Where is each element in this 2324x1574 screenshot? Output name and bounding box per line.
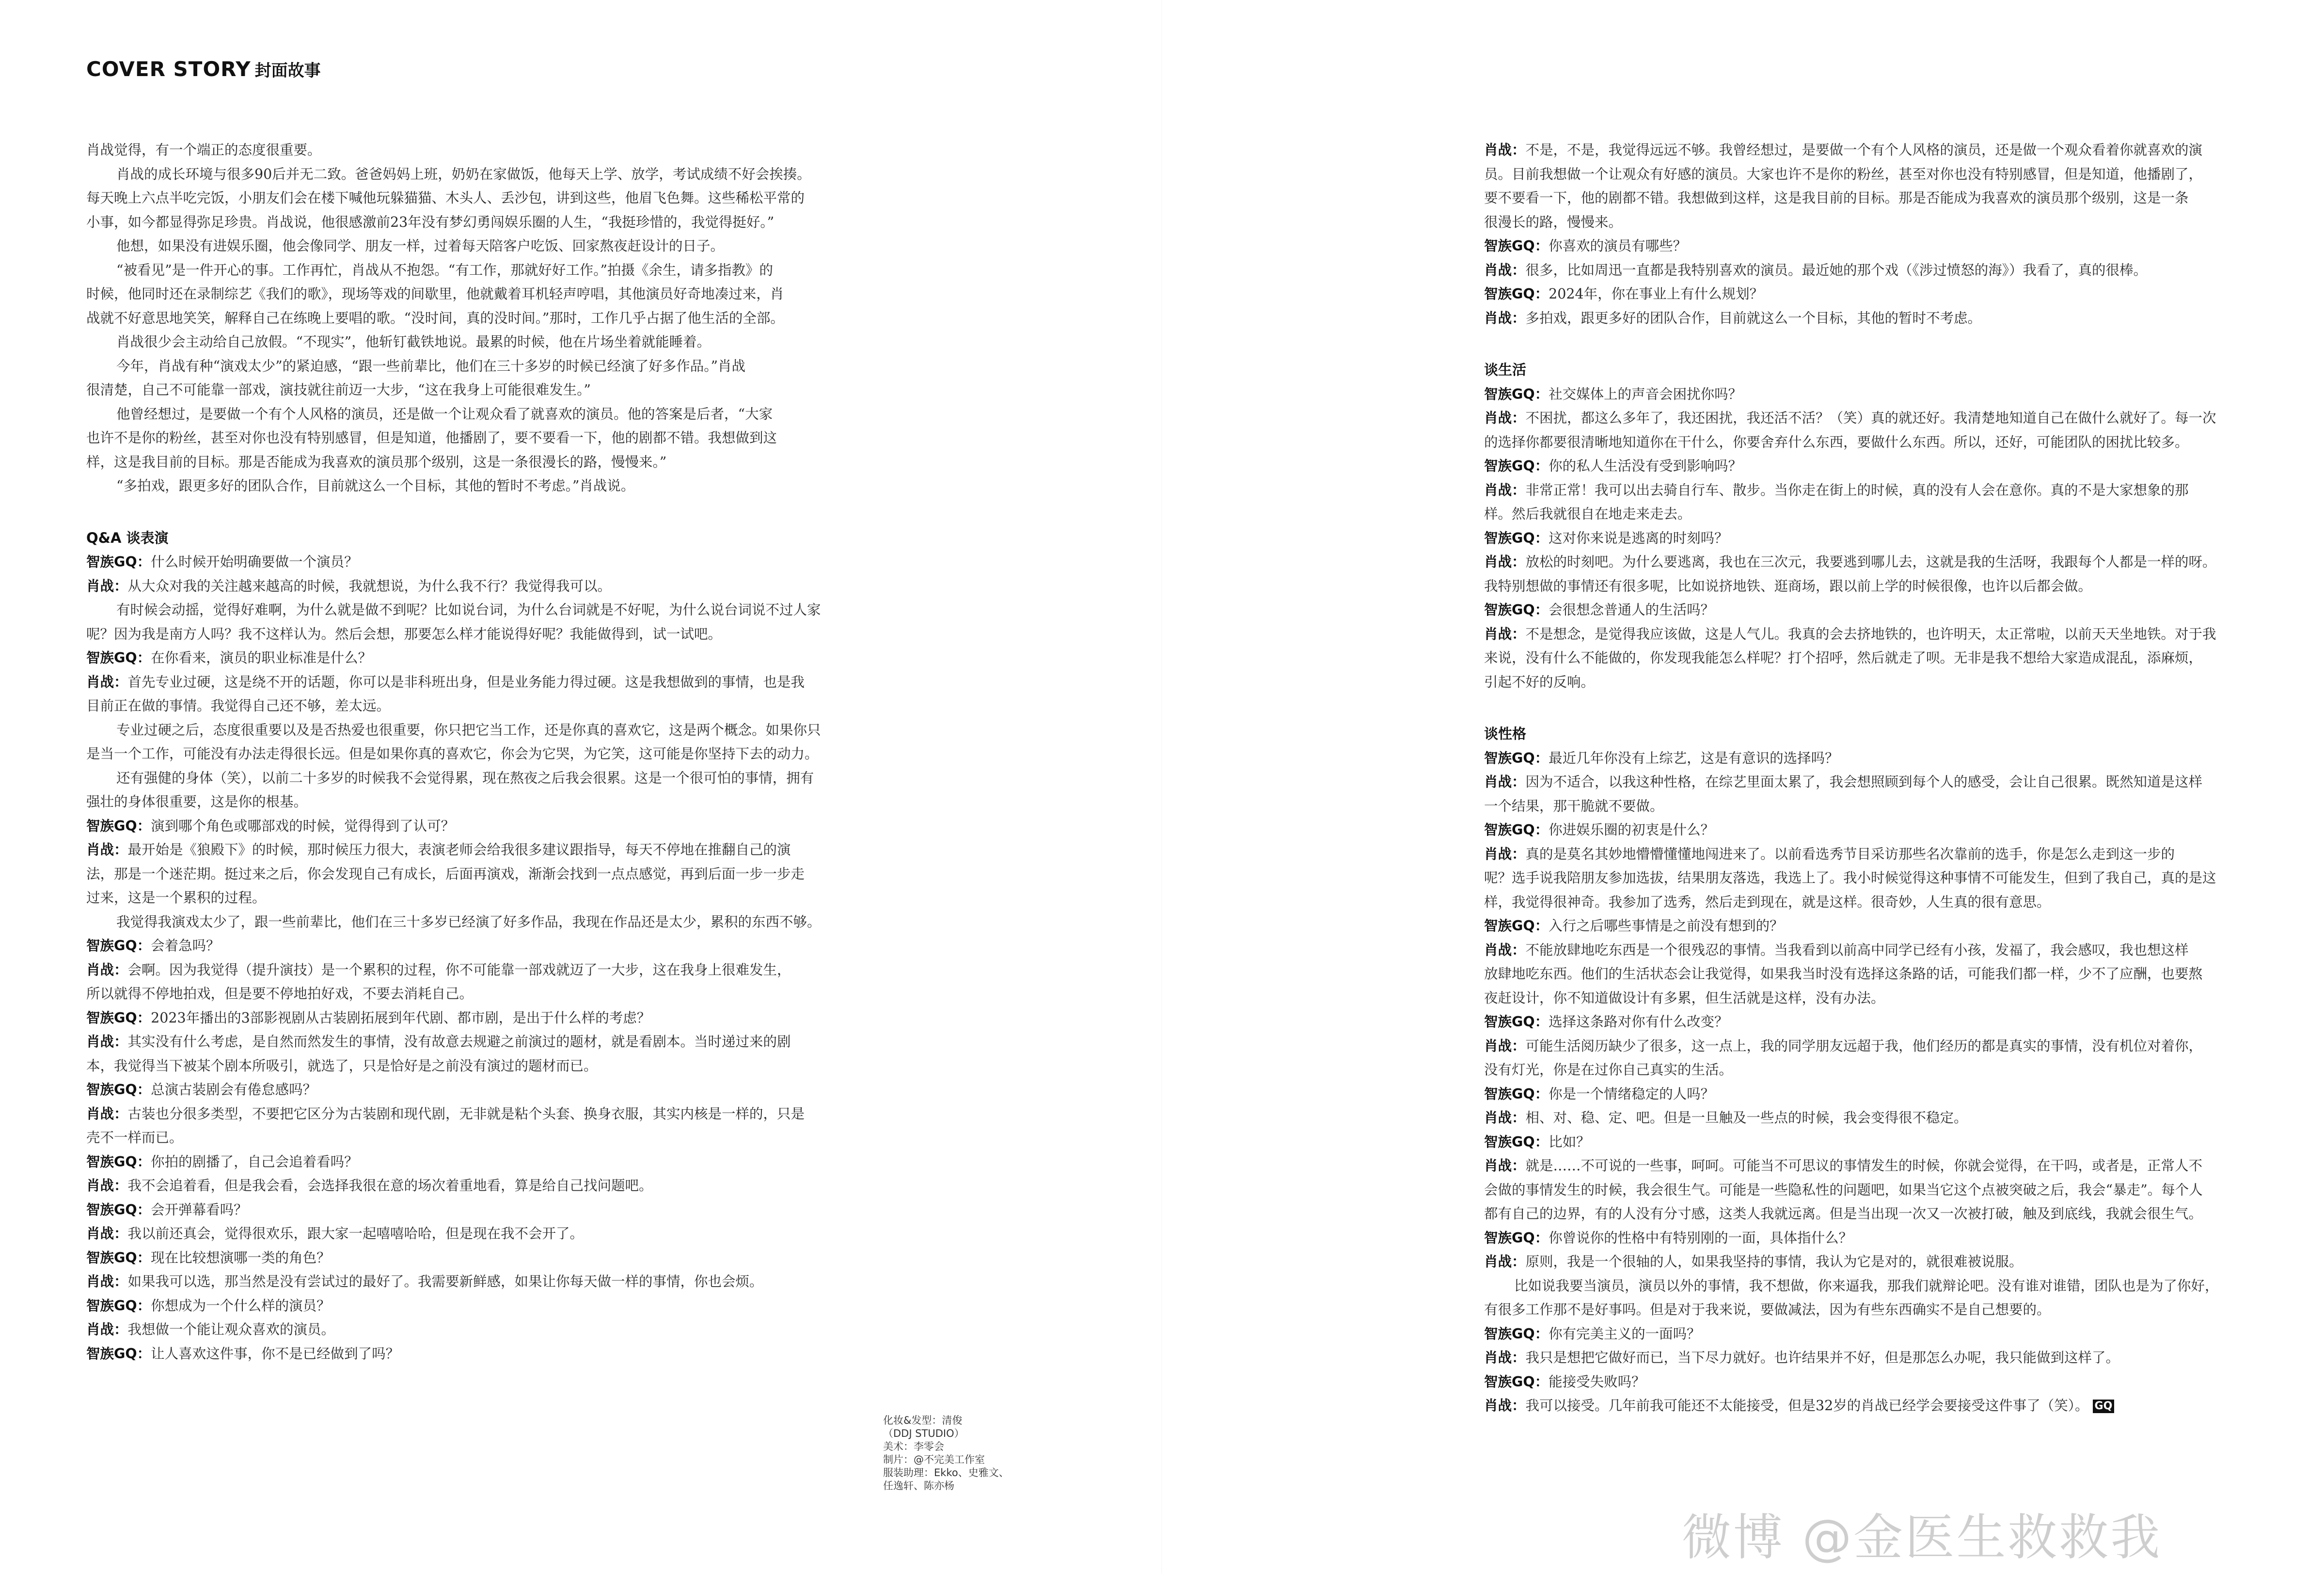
- speaker-label: 智族GQ：: [1484, 1086, 1549, 1102]
- speaker-label: 肖战：: [1484, 410, 1526, 426]
- speaker-label: 智族GQ：: [1484, 238, 1549, 254]
- qa-line: [86, 814, 862, 838]
- text-line: [86, 234, 862, 258]
- line-text: 古装也分很多类型，不要把它区分为古装剧和现代剧，无非就是粘个头套、换身衣服，其实内核是一样的，只是: [127, 1105, 805, 1122]
- speaker-label: 智族GQ：: [1484, 1373, 1549, 1390]
- qa-line: [86, 1150, 862, 1174]
- speaker-label: 智族GQ：: [86, 1009, 151, 1026]
- header-title-en: COVER STORY: [86, 57, 251, 81]
- text-line: [1484, 430, 2256, 455]
- line-text: 不是想念，是觉得我应该做，这是人气儿。我真的会去挤地铁的，也许明天，太正常啦，以前天天坐地铁。对于我: [1525, 626, 2216, 642]
- qa-line: [1484, 622, 2256, 646]
- speaker-label: 智族GQ：: [86, 1297, 151, 1314]
- text-line: [1484, 1178, 2256, 1202]
- speaker-label: 肖战：: [1484, 846, 1526, 862]
- speaker-label: 肖战：: [86, 578, 128, 594]
- speaker-label: 智族GQ：: [1484, 1229, 1549, 1246]
- qa-line: [86, 934, 862, 958]
- qa-line: [86, 646, 862, 670]
- text-line: [86, 210, 862, 235]
- qa-line: [1484, 282, 2256, 306]
- line-text: 他想，如果没有进娱乐圈，他会像同学、朋友一样，过着每天陪客户吃饭、回家熬夜赶设计的日子。: [116, 238, 725, 254]
- line-text: 我想做一个能让观众喜欢的演员。: [127, 1322, 335, 1338]
- line-text: 夜赶设计，你不知道做设计有多累，但生活就是这样，没有办法。: [1484, 990, 1885, 1006]
- text-line: [86, 306, 862, 331]
- speaker-label: 智族GQ：: [1484, 1133, 1549, 1150]
- weibo-watermark: 微博 @金医生救救我: [1682, 1509, 2162, 1567]
- text-line: [1484, 162, 2256, 187]
- speaker-label: 智族GQ：: [1484, 750, 1549, 766]
- text-line: [86, 598, 862, 622]
- line-text: 不能放肆地吃东西是一个很残忍的事情。当我看到以前高中同学已经有小孩，发福了，我会感叹，我也想这样: [1525, 942, 2189, 958]
- text-line: [86, 718, 862, 742]
- qa-line: [86, 1030, 862, 1054]
- line-text: 其实没有什么考虑，是自然而然发生的事情，没有故意去规避之前演过的题材，就是看剧本。当时递过来的剧: [127, 1034, 791, 1050]
- qa-line: [1484, 770, 2256, 794]
- speaker-label: 智族GQ：: [86, 650, 151, 666]
- line-text: 放松的时刻吧。为什么要逃离，我也在三次元，我要逃到哪儿去，这就是我的生活呀，我跟每个人都是一样的呀。: [1525, 554, 2216, 570]
- speaker-label: 智族GQ：: [86, 1249, 151, 1266]
- line-text: 你进娱乐圈的初衷是什么？: [1549, 822, 1715, 838]
- line-text: 肖战很少会主动给自己放假。“不现实”，他斩钉截铁地说。最累的时候，他在片场坐着就能睡着。: [116, 334, 711, 350]
- line-text: 就是……不可说的一些事，呵呵。可能当不可思议的事情发生的时候，你就会觉得，在干吗，或者是，正常人不: [1525, 1158, 2203, 1174]
- qa-line: [1484, 1322, 2256, 1346]
- line-text: 你的私人生活没有受到影响吗？: [1549, 458, 1742, 474]
- line-text: 最开始是《狼殿下》的时候，那时候压力很大，表演老师会给我很多建议跟指导，每天不停地在推翻自己的演: [127, 842, 791, 858]
- qa-line: [1484, 914, 2256, 938]
- line-text: 战就不好意思地笑笑，解释自己在练晚上要唱的歌。“没时间，真的没时间。”那时，工作几乎占据了他生活的全部。: [86, 310, 784, 326]
- qa-line: [1484, 454, 2256, 478]
- line-text: 这对你来说是逃离的时刻吗？: [1549, 530, 1728, 546]
- line-text: 还有强健的身体（笑），以前二十多岁的时候我不会觉得累，现在熬夜之后我会很累。这是一个很可怕的事情，拥有: [116, 770, 814, 786]
- line-text: 专业过硬之后，态度很重要以及是否热爱也很重要，你只把它当工作，还是你真的喜欢它，这是两个概念。如果你只: [116, 722, 821, 738]
- speaker-label: 肖战：: [86, 1226, 128, 1242]
- line-text: 所以就得不停地拍戏，但是要不停地拍好戏，不要去消耗自己。: [86, 986, 474, 1002]
- speaker-label: 肖战：: [86, 1105, 128, 1122]
- qa-line: [1484, 1346, 2256, 1370]
- line-text: 很漫长的路，慢慢来。: [1484, 214, 1623, 230]
- text-line: [86, 742, 862, 766]
- speaker-label: 智族GQ：: [1484, 918, 1549, 934]
- speaker-label: 肖战：: [1484, 142, 1526, 158]
- text-line: [86, 790, 862, 814]
- qa-line: [86, 1294, 862, 1318]
- credit-line: （DDJ STUDIO）: [883, 1428, 964, 1439]
- line-text: 首先专业过硬，这是绕不开的话题，你可以是非科班出身，但是业务能力得过硬。这是我想做到的事情，也是我: [127, 674, 805, 690]
- line-text: 社交媒体上的声音会困扰你吗？: [1549, 386, 1742, 402]
- text-line: [86, 450, 862, 474]
- line-text: 从大众对我的关注越来越高的时候，我就想说，为什么我不行？我觉得我可以。: [127, 578, 612, 594]
- credit-line: 制片：@不完美工作室: [883, 1454, 985, 1465]
- line-text: 原则，我是一个很轴的人，如果我坚持的事情，我认为它是对的，就很难被说服。: [1525, 1254, 2023, 1270]
- speaker-label: 肖战：: [86, 842, 128, 858]
- line-text: 你是一个情绪稳定的人吗？: [1549, 1086, 1715, 1102]
- speaker-label: 肖战：: [1484, 942, 1526, 958]
- line-text: 如果我可以选，那当然是没有尝试过的最好了。我需要新鲜感，如果让你每天做一样的事情，你也会烦。: [127, 1274, 763, 1290]
- speaker-label: 智族GQ：: [1484, 1014, 1549, 1030]
- qa-line: [1484, 1394, 2256, 1418]
- text-line: [1484, 186, 2256, 210]
- qa-line: [1484, 1226, 2256, 1250]
- credit-line: 服装助理：Ekko、史雅文、: [883, 1467, 1009, 1479]
- text-line: [86, 354, 862, 378]
- speaker-label: 肖战：: [86, 1178, 128, 1194]
- line-text: 我只是想把它做好而已，当下尽力就好。也许结果并不好，但是那怎么办呢，我只能做到这样了。: [1525, 1350, 2120, 1366]
- line-text: 总演古装剧会有倦怠感吗？: [151, 1082, 317, 1098]
- section-spacer: [86, 498, 862, 526]
- text-line: [1484, 670, 2256, 694]
- text-line: [86, 886, 862, 910]
- line-text: 2024年，你在事业上有什么规划？: [1549, 286, 1764, 302]
- line-text: 呢？选手说我陪朋友参加选拔，结果朋友落选，我选上了。我小时候觉得这种事情不可能发生，但到了我自己，真的是这: [1484, 870, 2216, 886]
- text-line: [1484, 1058, 2256, 1082]
- line-text: 最近几年你没有上综艺，这是有意识的选择吗？: [1549, 750, 1839, 766]
- line-text: 现在比较想演哪一类的角色？: [151, 1249, 331, 1266]
- qa-line: [1484, 818, 2256, 842]
- line-text: 也许不是你的粉丝，甚至对你也没有特别感冒，但是知道，他播剧了，要不要看一下，他的剧都不错。我想做到这: [86, 430, 777, 446]
- qa-line: [86, 1270, 862, 1294]
- speaker-label: 智族GQ：: [86, 1345, 151, 1362]
- line-text: 我不会追着看，但是我会看，会选择我很在意的场次着重地看，算是给自己找问题吧。: [127, 1178, 653, 1194]
- line-text: 会很想念普通人的生活吗？: [1549, 602, 1715, 618]
- text-line: [1484, 210, 2256, 235]
- qa-line: [1484, 1250, 2256, 1274]
- line-text: 选择这条路对你有什么改变？: [1549, 1014, 1728, 1030]
- line-text: 很多，比如周迅一直都是我特别喜欢的演员。最近她的那个戏（《涉过愤怒的海》）我看了，真的很棒。: [1525, 262, 2148, 278]
- speaker-label: 肖战：: [86, 674, 128, 690]
- speaker-label: 肖战：: [86, 961, 128, 978]
- text-line: [1484, 866, 2256, 890]
- speaker-label: 肖战：: [1484, 626, 1526, 642]
- line-text: 真的是莫名其妙地懵懵懂懂地闯进来了。以前看选秀节目采访那些名次靠前的选手，你是怎么走到这一步的: [1525, 846, 2175, 862]
- speaker-label: 肖战：: [1484, 1038, 1526, 1054]
- speaker-label: 肖战：: [86, 1034, 128, 1050]
- section-spacer: [1484, 330, 2256, 358]
- text-line: [1484, 502, 2256, 526]
- qa-line: [86, 1222, 862, 1246]
- line-text: 没有灯光，你是在过你自己真实的生活。: [1484, 1062, 1733, 1078]
- line-text: “被看见”是一件开心的事。工作再忙，肖战从不抱怨。“有工作，那就好好工作。”拍摄《余生，请多指教》的: [116, 262, 774, 278]
- speaker-label: 智族GQ：: [1484, 286, 1549, 302]
- qa-line: [1484, 1010, 2256, 1034]
- line-text: 肖战的成长环境与很多90后并无二致。爸爸妈妈上班，奶奶在家做饭，他每天上学、放学，考试成绩不好会挨揍。: [116, 166, 811, 182]
- line-text: 是当一个工作，可能没有办法走得很长远。但是如果你真的喜欢它，你会为它哭，为它笑，这可能是你坚持下去的动力。: [86, 746, 819, 762]
- section-heading: 谈性格: [1484, 725, 1527, 742]
- line-text: 非常正常！我可以出去骑自行车、散步。当你走在街上的时候，真的没有人会在意你。真的不是大家想象的那: [1525, 482, 2189, 498]
- line-text: 2023年播出的3部影视剧从古装剧拓展到年代剧、都市剧，是出于什么样的考虑？: [151, 1009, 651, 1026]
- line-text: 目前正在做的事情。我觉得自己还不够，差太远。: [86, 698, 391, 714]
- section-spacer: [1484, 694, 2256, 722]
- qa-line: [1484, 1106, 2256, 1130]
- qa-line: [1484, 306, 2256, 331]
- text-line: [86, 982, 862, 1006]
- header-title-cn: 封面故事: [254, 61, 321, 80]
- speaker-label: 肖战：: [1484, 554, 1526, 570]
- qa-line: [1484, 598, 2256, 622]
- line-text: 我以前还真会，觉得很欢乐，跟大家一起嘻嘻哈哈，但是现在我不会开了。: [127, 1226, 584, 1242]
- text-line: [1484, 890, 2256, 914]
- speaker-label: 智族GQ：: [1484, 1325, 1549, 1342]
- line-text: 很清楚，自己不可能靠一部戏，演技就往前迈一大步，“这在我身上可能很难发生。”: [86, 382, 591, 398]
- line-text: 演到哪个角色或哪部戏的时候，觉得得到了认可？: [151, 818, 455, 834]
- line-text: 不困扰，都这么多年了，我还困扰，我还活不活？（笑）真的就还好。我清楚地知道自己在做什么就好了。每一次: [1525, 410, 2216, 426]
- line-text: 不是，不是，我觉得远远不够。我曾经想过，是要做一个有个人风格的演员，还是做一个观众看着你就喜欢的演: [1525, 142, 2203, 158]
- qa-line: [1484, 234, 2256, 258]
- line-text: 你有完美主义的一面吗？: [1549, 1325, 1701, 1342]
- speaker-label: 肖战：: [1484, 310, 1526, 326]
- qa-line: [1484, 406, 2256, 430]
- speaker-label: 肖战：: [1484, 1158, 1526, 1174]
- line-text: 过来，这是一个累积的过程。: [86, 890, 266, 906]
- line-text: 一个结果，那干脆就不要做。: [1484, 798, 1664, 814]
- line-text: 样，这是我目前的目标。那是否能成为我喜欢的演员那个级别，这是一条很漫长的路，慢慢来。”: [86, 454, 667, 470]
- speaker-label: 肖战：: [1484, 262, 1526, 278]
- speaker-label: 智族GQ：: [1484, 458, 1549, 474]
- qa-line: [1484, 478, 2256, 503]
- qa-line: [1484, 1154, 2256, 1178]
- line-text: 引起不好的反响。: [1484, 674, 1595, 690]
- line-text: 我特别想做的事情还有很多呢，比如说挤地铁、逛商场，跟以前上学的时候很像，也许以后都会做。: [1484, 578, 2092, 594]
- credit-line: 化妆&发型：清俊: [883, 1415, 963, 1426]
- qa-line: [1484, 138, 2256, 162]
- qa-line: [86, 1318, 862, 1342]
- line-text: 员。目前我想做一个让观众有好感的演员。大家也许不是你的粉丝，甚至对你也没有特别感冒，但是知道，他播剧了，: [1484, 166, 2203, 182]
- speaker-label: 智族GQ：: [1484, 386, 1549, 402]
- text-line: [1484, 986, 2256, 1010]
- speaker-label: 智族GQ：: [86, 938, 151, 954]
- speaker-label: 智族GQ：: [86, 1082, 151, 1098]
- speaker-label: 智族GQ：: [86, 1201, 151, 1218]
- line-text: 样。然后我就很自在地走来走去。: [1484, 506, 1692, 522]
- speaker-label: 智族GQ：: [86, 1153, 151, 1170]
- right-text-column: [1484, 138, 2256, 1418]
- line-text: 壳不一样而已。: [86, 1130, 183, 1146]
- line-text: 什么时候开始明确要做一个演员？: [151, 554, 358, 570]
- qa-line: [1484, 842, 2256, 866]
- qa-line: [86, 1006, 862, 1030]
- qa-line: [86, 958, 862, 982]
- speaker-label: 肖战：: [1484, 774, 1526, 790]
- line-text: 法，那是一个迷茫期。挺过来之后，你会发现自己有成长，后面再演戏，渐渐会找到一点点感觉，再到后面一步一步走: [86, 866, 805, 882]
- text-line: [1484, 574, 2256, 598]
- qa-line: [1484, 526, 2256, 551]
- line-text: 会做的事情发生的时候，我会很生气。可能是一些隐私性的问题吧，如果当它这个点被突破之后，我会“暴走”。每个人: [1484, 1181, 2203, 1198]
- credit-line: 美术：李零会: [883, 1441, 944, 1452]
- speaker-label: 智族GQ：: [86, 554, 151, 570]
- qa-line: [86, 1198, 862, 1222]
- line-text: 在你看来，演员的职业标准是什么？: [151, 650, 372, 666]
- text-line: [86, 1126, 862, 1150]
- text-line: [86, 378, 862, 402]
- line-text: 能接受失败吗？: [1549, 1373, 1645, 1390]
- line-text: 强壮的身体很重要，这是你的根基。: [86, 794, 308, 810]
- qa-line: [86, 574, 862, 598]
- credit-line: 任逸轩、陈亦杨: [883, 1480, 954, 1492]
- line-text: 比如？: [1549, 1133, 1590, 1150]
- text-line: [86, 622, 862, 646]
- text-line: [86, 186, 862, 210]
- gq-end-mark: GQ: [2093, 1400, 2115, 1413]
- text-line: [1484, 1298, 2256, 1322]
- line-text: 要不要看一下，他的剧都不错。我想做到这样，这是我目前的目标。那是否能成为我喜欢的演员那个级别，这是一条: [1484, 190, 2189, 206]
- line-text: 会开弹幕看吗？: [151, 1201, 248, 1218]
- line-text: 我可以接受。几年前我可能还不太能接受，但是32岁的肖战已经学会要接受这件事了（笑）。: [1525, 1398, 2089, 1414]
- speaker-label: 肖战：: [86, 1274, 128, 1290]
- line-text: 会着急吗？: [151, 938, 220, 954]
- qa-line: [86, 1246, 862, 1270]
- line-text: 他曾经想过，是要做一个有个人风格的演员，还是做一个让观众看了就喜欢的演员。他的答案是后者，“大家: [116, 406, 773, 422]
- line-text: 本，我觉得当下被某个剧本所吸引，就选了，只是恰好是之前没有演过的题材而已。: [86, 1057, 598, 1074]
- line-text: 放肆地吃东西。他们的生活状态会让我觉得，如果我当时没有选择这条路的话，可能我们都一样，少不了应酬，也要熬: [1484, 966, 2203, 982]
- speaker-label: 智族GQ：: [1484, 602, 1549, 618]
- text-line: [86, 138, 862, 162]
- text-line: [86, 694, 862, 718]
- qa-line: [86, 550, 862, 574]
- qa-line: [86, 1342, 862, 1366]
- line-text: 入行之后哪些事情是之前没有想到的？: [1549, 918, 1784, 934]
- speaker-label: 智族GQ：: [1484, 822, 1549, 838]
- line-text: 的选择你都要很清晰地知道你在干什么，你要舍弃什么东西，要做什么东西。所以，还好，可能团队的困扰比较多。: [1484, 434, 2189, 450]
- text-line: [1484, 794, 2256, 818]
- qa-line: [1484, 1370, 2256, 1394]
- text-line: [86, 162, 862, 187]
- speaker-label: 肖战：: [1484, 1254, 1526, 1270]
- text-line: [86, 766, 862, 790]
- qa-line: [1484, 382, 2256, 407]
- line-text: 让人喜欢这件事，你不是已经做到了吗？: [151, 1345, 400, 1362]
- text-line: [86, 474, 862, 498]
- qa-line: [1484, 550, 2256, 574]
- speaker-label: 智族GQ：: [1484, 530, 1549, 546]
- text-line: [86, 426, 862, 450]
- line-text: 比如说我要当演员，演员以外的事情，我不想做，你来逼我，那我们就辩论吧。没有谁对谁错，团队也是为了你好，: [1514, 1277, 2219, 1294]
- qa-line: [1484, 1034, 2256, 1058]
- line-text: 呢？因为我是南方人吗？我不这样认为。然后会想，那要怎么样才能说得好呢？我能做得到，试一试吧。: [86, 626, 722, 642]
- line-text: 会啊。因为我觉得（提升演技）是一个累积的过程，你不可能靠一部戏就迈了一大步，这在我身上很难发生，: [127, 961, 791, 978]
- speaker-label: 肖战：: [1484, 1350, 1526, 1366]
- qa-line: [1484, 1130, 2256, 1154]
- text-line: [1484, 1202, 2256, 1226]
- qa-line: [86, 1174, 862, 1198]
- qa-line: [86, 838, 862, 862]
- line-text: 时候，他同时还在录制综艺《我们的歌》，现场等戏的间歇里，他就戴着耳机轻声哼唱，其他演员好奇地凑过来，肖: [86, 286, 784, 302]
- speaker-label: 肖战：: [1484, 482, 1526, 498]
- line-text: 你喜欢的演员有哪些？: [1549, 238, 1687, 254]
- line-text: 来说，没有什么不能做的，你发现我能怎么样呢？打个招呼，然后就走了呗。无非是我不想给大家造成混乱，添麻烦，: [1484, 650, 2203, 666]
- line-text: 相、对、稳、定、吧。但是一旦触及一些点的时候，我会变得很不稳定。: [1525, 1110, 1968, 1126]
- line-text: 可能生活阅历缺少了很多，这一点上，我的同学朋友远超于我，他们经历的都是真实的事情，没有机位对着你，: [1525, 1038, 2203, 1054]
- text-line: [86, 330, 862, 354]
- left-text-column: [86, 138, 862, 1366]
- qa-line: [1484, 258, 2256, 283]
- section-header: [86, 57, 321, 81]
- page-fold: [1161, 0, 1162, 1574]
- qa-line: [1484, 746, 2256, 771]
- speaker-label: 肖战：: [86, 1322, 128, 1338]
- line-text: 小事，如今都显得弥足珍贵。肖战说，他很感激前23年没有梦幻勇闯娱乐圈的人生，“我挺珍惜的，我觉得挺好。”: [86, 214, 775, 230]
- text-line: [1484, 646, 2256, 670]
- text-line: [86, 862, 862, 886]
- text-line: [1484, 962, 2256, 986]
- text-line: [86, 402, 862, 426]
- line-text: 你曾说你的性格中有特别刚的一面，具体指什么？: [1549, 1229, 1853, 1246]
- qa-line: [86, 1102, 862, 1126]
- line-text: 你想成为一个什么样的演员？: [151, 1297, 331, 1314]
- line-text: 样，我觉得很神奇。我参加了选秀，然后走到现在，就是这样。很奇妙，人生真的很有意思。: [1484, 894, 2051, 910]
- line-text: 我觉得我演戏太少了，跟一些前辈比，他们在三十多岁已经演了好多作品，我现在作品还是太少，累积的东西不够。: [116, 913, 821, 930]
- qa-line: [1484, 1082, 2256, 1106]
- speaker-label: 肖战：: [1484, 1398, 1526, 1414]
- text-line: [86, 910, 862, 934]
- qa-line: [1484, 938, 2256, 962]
- line-text: 因为不适合，以我这种性格，在综艺里面太累了，我会想照顾到每个人的感受，会让自己很累。既然知道是这样: [1525, 774, 2203, 790]
- line-text: 有时候会动摇，觉得好难啊，为什么就是做不到呢？比如说台词，为什么台词就是不好呢，为什么说台词说不过人家: [116, 602, 821, 618]
- line-text: 你拍的剧播了，自己会追着看吗？: [151, 1153, 358, 1170]
- text-line: [86, 258, 862, 283]
- line-text: 肖战觉得，有一个端正的态度很重要。: [86, 142, 321, 158]
- line-text: 每天晚上六点半吃完饭，小朋友们会在楼下喊他玩躲猫猫、木头人、丢沙包，讲到这些，他眉飞色舞。这些稀松平常的: [86, 190, 805, 206]
- section-heading: Q&A 谈表演: [86, 529, 169, 546]
- qa-line: [86, 1078, 862, 1102]
- text-line: [86, 282, 862, 306]
- line-text: “多拍戏，跟更多好的团队合作，目前就这么一个目标，其他的暂时不考虑。”肖战说。: [116, 478, 635, 494]
- photo-credits: [883, 1414, 1038, 1493]
- line-text: 多拍戏，跟更多好的团队合作，目前就这么一个目标，其他的暂时不考虑。: [1525, 310, 1982, 326]
- qa-line: [86, 670, 862, 694]
- text-line: [1484, 1274, 2256, 1298]
- line-text: 今年，肖战有种“演戏太少”的紧迫感，“跟一些前辈比，他们在三十多岁的时候已经演了好多作品。”肖战: [116, 358, 746, 374]
- text-line: [86, 1054, 862, 1078]
- speaker-label: 智族GQ：: [86, 818, 151, 834]
- speaker-label: 肖战：: [1484, 1110, 1526, 1126]
- section-heading: 谈生活: [1484, 362, 1527, 378]
- line-text: 有很多工作那不是好事吗。但是对于我来说，要做减法，因为有些东西确实不是自己想要的。: [1484, 1302, 2051, 1318]
- line-text: 都有自己的边界，有的人没有分寸感，这类人我就远离。但是当出现一次又一次被打破，触及到底线，我就会很生气。: [1484, 1206, 2203, 1222]
